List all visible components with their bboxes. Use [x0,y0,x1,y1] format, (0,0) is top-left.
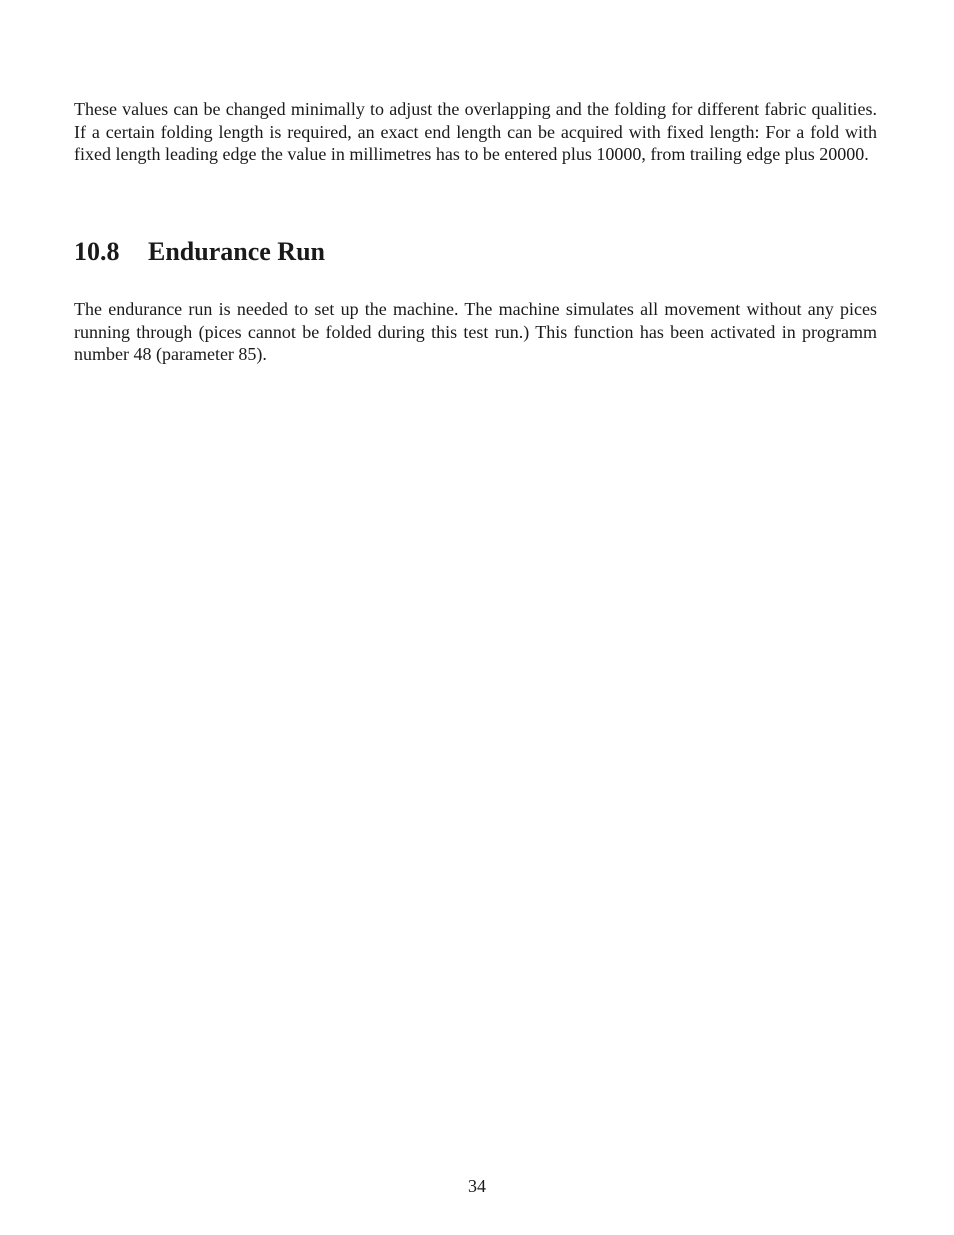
section-title: Endurance Run [148,237,325,266]
intro-paragraph: These values can be changed minimally to adjust the overlapping and the folding for different fabric qualities. If a certain folding length is required, an exact end length can be acquired with fixed length: For a fold with fixed length leading edge the value in millimetres has to be entered plus 10000, from trailing edge plus 20000. [74,99,877,165]
section-paragraph: The endurance run is needed to set up the machine. The machine simulates all movement without any pices running through (pices cannot be folded during this test run.) This function has been activated in programm number 48 (parameter 85). [74,299,877,365]
page-number: 34 [468,1176,486,1196]
section-heading [74,236,325,268]
section-number: 10.8 [74,237,120,266]
